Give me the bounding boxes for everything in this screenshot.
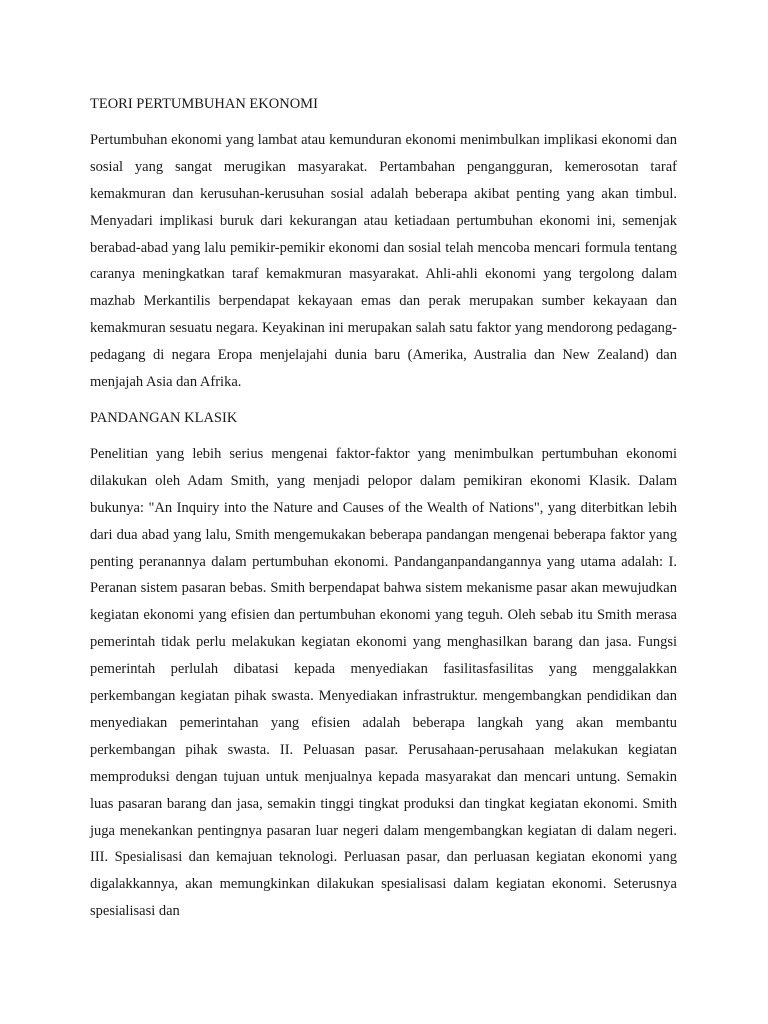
section-paragraph: Pertumbuhan ekonomi yang lambat atau kemunduran ekonomi menimbulkan implikasi ekonomi dan sosial yang sangat merugikan masyarakat. Pertambahan pengangguran, kemerosotan taraf kemakmuran dan kerusuhan-kerusuhan sosial adalah beberapa akibat penting yang akan timbul. Menyadari implikasi buruk dari kekurangan atau ketiadaan pertumbuhan ekonomi ini, semenjak berabad-abad yang lalu pemikir-pemikir ekonomi dan sosial telah mencoba mencari formula tentang caranya meningkatkan taraf kemakmuran masyarakat. Ahli-ahli ekonomi yang tergolong dalam mazhab Merkantilis berpendapat kekayaan emas dan perak merupakan sumber kekayaan dan kemakmuran sesuatu negara. Keyakinan ini merupakan salah satu faktor yang mendorong pedagang-pedagang di negara Eropa menjelajahi dunia baru (Amerika, Australia dan New Zealand) dan menjajah Asia dan Afrika. — [90, 131, 677, 391]
section-paragraph: Penelitian yang lebih serius mengenai faktor-faktor yang menimbulkan pertumbuhan ekonomi dilakukan oleh Adam Smith, yang menjadi pelopor dalam pemikiran ekonomi Klasik. Dalam bukunya: "An Inquiry into the Nature and Causes of the Wealth of Nations", yang diterbitkan lebih dari dua abad yang lalu, Smith mengemukakan beberapa pandangan mengenai beberapa faktor yang penting peranannya dalam pertumbuhan ekonomi. Pandanganpandangannya yang utama adalah: I. Peranan sistem pasaran bebas. Smith berpendapat bahwa sistem mekanisme pasar akan mewujudkan kegiatan ekonomi yang efisien dan pertumbuhan ekonomi yang teguh. Oleh sebab itu Smith merasa pemerintah tidak perlu melakukan kegiatan ekonomi yang menghasilkan barang dan jasa. Fungsi pemerintah perlulah dibatasi kepada menyediakan fasilitasfasilitas yang menggalakkan perkembangan kegiatan pihak swasta. Menyediakan infrastruktur. mengembangkan pendidikan dan menyediakan pemerintahan yang efisien adalah beberapa langkah yang akan membantu perkembangan pihak swasta. II. Peluasan pasar. Perusahaan-perusahaan melakukan kegiatan memproduksi dengan tujuan untuk menjualnya kepada masyarakat dan mencari untung. Semakin luas pasaran barang dan jasa, semakin tinggi tingkat produksi dan tingkat kegiatan ekonomi. Smith juga menekankan pentingnya pasaran luar negeri dalam mengembangkan kegiatan di dalam negeri. III. Spesialisasi dan kemajuan teknologi. Perluasan pasar, dan perluasan kegiatan ekonomi yang digalakkannya, akan memungkinkan dilakukan spesialisasi dalam kegiatan ekonomi. Seterusnya spesialisasi dan — [90, 445, 677, 920]
section-heading: PANDANGAN KLASIK — [90, 409, 238, 426]
section-heading: TEORI PERTUMBUHAN EKONOMI — [90, 96, 318, 112]
document-content — [90, 91, 677, 934]
